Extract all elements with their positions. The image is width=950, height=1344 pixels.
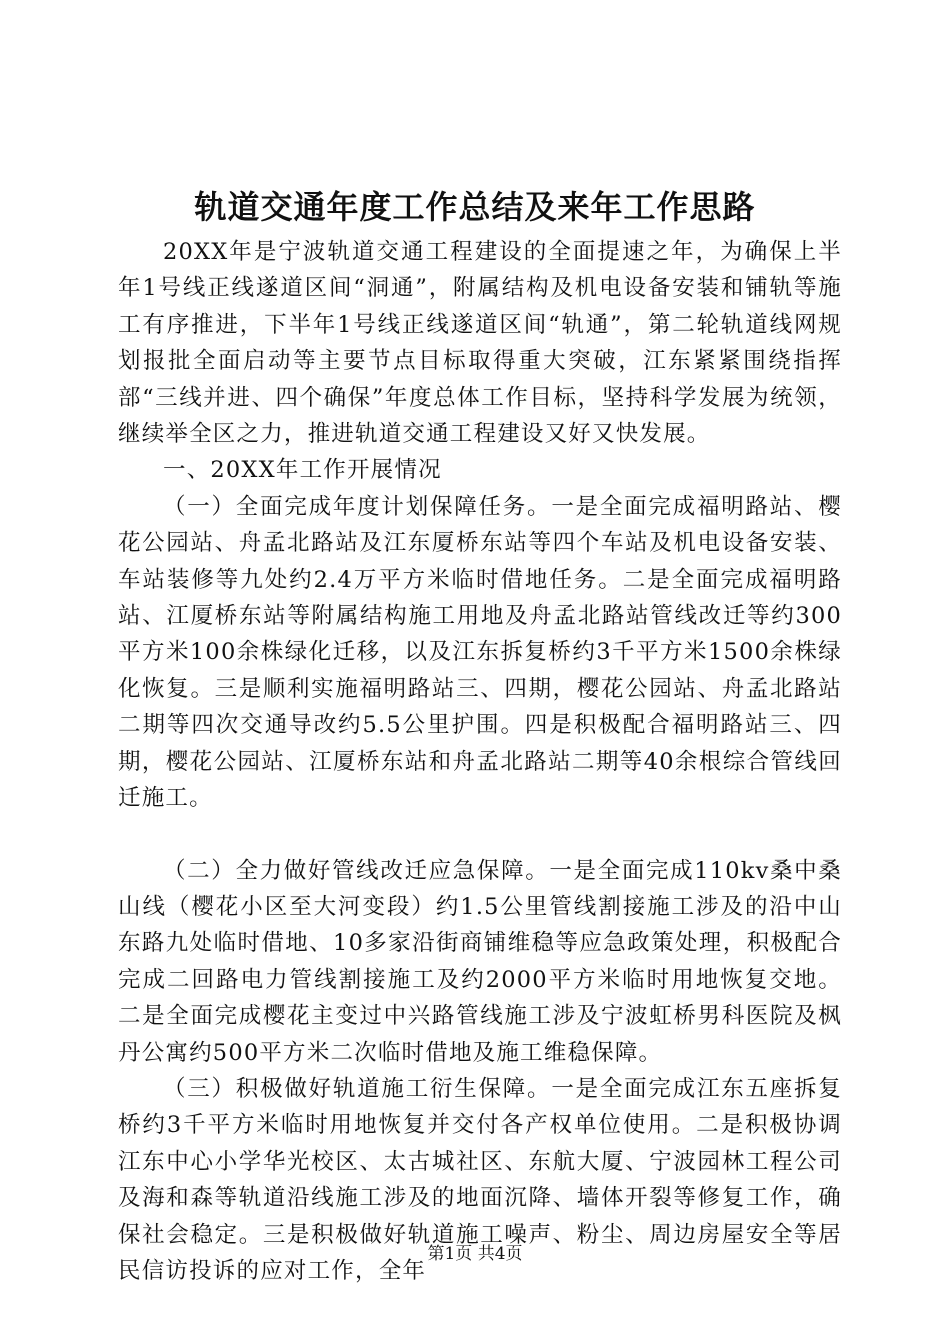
document-title: 轨道交通年度工作总结及来年工作思路 [194, 188, 756, 226]
document-body [118, 234, 842, 1289]
paragraph-spacer [118, 817, 842, 853]
paragraph-item-1: （一）全面完成年度计划保障任务。一是全面完成福明路站、樱花公园站、舟孟北路站及江东厦桥东站等四个车站及机电设备安装、车站装修等九处约2.4万平方米临时借地任务。二是全面完成福明路站、江厦桥东站等附属结构施工用地及舟孟北路站管线改迁等约300平方米100余株绿化迁移，以及江东拆复桥约3千平方米1500余株绿化恢复。三是顺利实施福明路站三、四期，樱花公园站、舟孟北路站二期等四次交通导改约5.5公里护围。四是积极配合福明路站三、四期，樱花公园站、江厦桥东站和舟孟北路站二期等40余根综合管线回迁施工。 [118, 493, 842, 812]
paragraph-item-3: （三）积极做好轨道施工衍生保障。一是全面完成江东五座拆复桥约3千平方米临时用地恢复并交付各产权单位使用。二是积极协调江东中心小学华光校区、太古城社区、东航大厦、宁波园林工程公司及海和森等轨道沿线施工涉及的地面沉降、墙体开裂等修复工作，确保社会稳定。三是积极做好轨道施工噪声、粉尘、周边房屋安全等居民信访投诉的应对工作，全年 [118, 1075, 842, 1284]
page-footer: 第1页 共4页 [427, 1244, 523, 1264]
section-heading: 一、20XX年工作开展情况 [163, 457, 442, 484]
paragraph-item-2: （二）全力做好管线改迁应急保障。一是全面完成110kv桑中桑山线（樱花小区至大河变段）约1.5公里管线割接施工涉及的沿中山东路九处临时借地、10多家沿街商铺维稳等应急政策处理，积极配合完成二回路电力管线割接施工及约2000平方米临时用地恢复交地。二是全面完成樱花主变过中兴路管线施工涉及宁波虹桥男科医院及枫丹公寓约500平方米二次临时借地及施工维稳保障。 [118, 857, 842, 1066]
intro-paragraph: 20XX年是宁波轨道交通工程建设的全面提速之年，为确保上半年1号线正线遂道区间“洞通”，附属结构及机电设备安装和铺轨等施工有序推进，下半年1号线正线遂道区间“轨通”，第二轮轨道线网规划报批全面启动等主要节点目标取得重大突破，江东紧紧围绕指挥部“三线并进、四个确保”年度总体工作目标，坚持科学发展为统领，继续举全区之力，推进轨道交通工程建设又好又快发展。 [118, 239, 842, 448]
